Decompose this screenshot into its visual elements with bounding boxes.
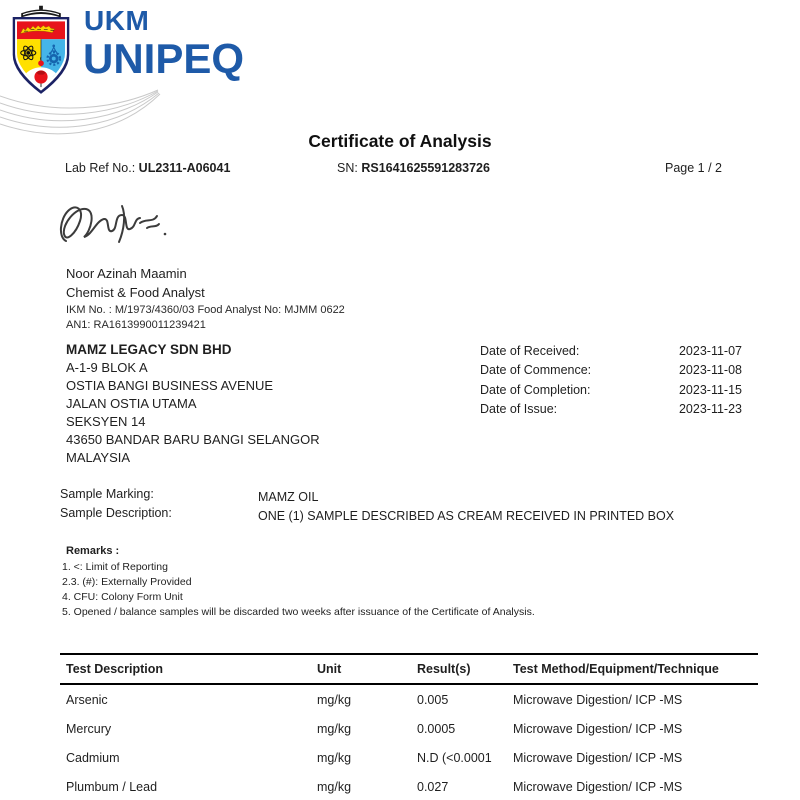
cell-test: Mercury <box>66 721 112 736</box>
date-row <box>480 342 742 361</box>
header-cell-method: Test Method/Equipment/Technique <box>513 662 719 676</box>
client-name: MAMZ LEGACY SDN BHD <box>66 342 232 357</box>
sample-marking-label: Sample Marking: <box>60 487 154 501</box>
remarks-heading: Remarks : <box>66 545 120 557</box>
remarks-block <box>62 545 682 620</box>
remark-item: 2.3. (#): Externally Provided <box>62 576 192 588</box>
cell-unit: mg/kg <box>317 721 352 736</box>
remark-item: 5. Opened / balance samples will be discarded two weeks after issuance of the Certificate of Analysis. <box>62 606 535 618</box>
signature-image <box>52 197 170 259</box>
table-row <box>60 714 758 743</box>
cell-method: Microwave Digestion/ ICP -MS <box>513 721 683 736</box>
date-label: Date of Issue: <box>480 401 558 416</box>
results-table <box>60 653 758 800</box>
signatory-ikm-line: IKM No. : M/1973/4360/03 Food Analyst No: MJMM 0622 <box>66 304 345 316</box>
cell-method: Microwave Digestion/ ICP -MS <box>513 750 683 765</box>
header-cell-test: Test Description <box>66 662 164 676</box>
cell-result: 0.027 <box>417 779 449 794</box>
cell-test: Cadmium <box>66 750 120 765</box>
lab-ref-value: UL2311-A06041 <box>138 161 231 175</box>
sample-description-value: ONE (1) SAMPLE DESCRIBED AS CREAM RECEIVED IN PRINTED BOX <box>258 509 675 523</box>
serial-number <box>337 161 490 175</box>
cell-result: 0.005 <box>417 692 449 707</box>
client-address-line: JALAN OSTIA UTAMA <box>66 396 197 411</box>
page-indicator: Page 1 / 2 <box>665 161 722 175</box>
brand-name-text: UNIPEQ <box>83 35 245 82</box>
lab-ref <box>65 161 230 175</box>
client-address-line: A-1-9 BLOK A <box>66 360 148 375</box>
remark-item: 4. CFU: Colony Form Unit <box>62 591 183 603</box>
header-cell-result: Result(s) <box>417 662 471 676</box>
date-row <box>480 381 742 400</box>
table-row <box>60 685 758 714</box>
sn-value: RS1641625591283726 <box>361 161 490 175</box>
cell-test: Plumbum / Lead <box>66 779 158 794</box>
brand-wordmark <box>84 7 244 80</box>
cell-result: N.D (<0.0001 <box>417 750 492 765</box>
header-cell-unit: Unit <box>317 662 342 676</box>
table-row <box>60 743 758 772</box>
date-row <box>480 361 742 380</box>
date-row <box>480 400 742 419</box>
client-address-block <box>66 341 320 467</box>
sample-description-label: Sample Description: <box>60 506 172 520</box>
sn-label: SN: <box>337 161 358 175</box>
client-address-line: MALAYSIA <box>66 450 131 465</box>
signatory-an1-line: AN1: RA1613990011239421 <box>66 319 206 331</box>
dates-block <box>480 342 742 419</box>
book-knob <box>39 6 43 10</box>
date-label: Date of Received: <box>480 344 580 358</box>
cell-unit: mg/kg <box>317 750 352 765</box>
cell-result: 0.0005 <box>417 721 456 736</box>
client-address-line: 43650 BANDAR BARU BANGI SELANGOR <box>66 432 320 447</box>
cell-method: Microwave Digestion/ ICP -MS <box>513 692 683 707</box>
client-address-line: OSTIA BANGI BUSINESS AVENUE <box>66 378 274 393</box>
cell-unit: mg/kg <box>317 779 352 794</box>
table-row <box>60 772 758 800</box>
results-table-header <box>60 655 758 685</box>
cell-unit: mg/kg <box>317 692 352 707</box>
lab-ref-label: Lab Ref No.: <box>65 161 136 175</box>
page-title: Certificate of Analysis <box>308 131 492 151</box>
cell-method: Microwave Digestion/ ICP -MS <box>513 779 683 794</box>
date-value: 2023-11-07 <box>678 344 742 358</box>
client-address-line: SEKSYEN 14 <box>66 414 146 429</box>
date-value: 2023-11-23 <box>678 401 742 416</box>
date-label: Date of Commence: <box>480 363 592 378</box>
signatory-name: Noor Azinah Maamin <box>66 266 187 281</box>
date-value: 2023-11-15 <box>678 382 742 397</box>
sample-marking-value: MAMZ OIL <box>258 490 319 504</box>
cell-test: Arsenic <box>66 692 108 707</box>
date-label: Date of Completion: <box>480 382 591 397</box>
signatory-title: Chemist & Food Analyst <box>66 285 205 300</box>
remark-item: 1. <: Limit of Reporting <box>62 561 168 573</box>
brand-org-text: UKM <box>84 5 150 36</box>
date-value: 2023-11-08 <box>678 363 742 378</box>
